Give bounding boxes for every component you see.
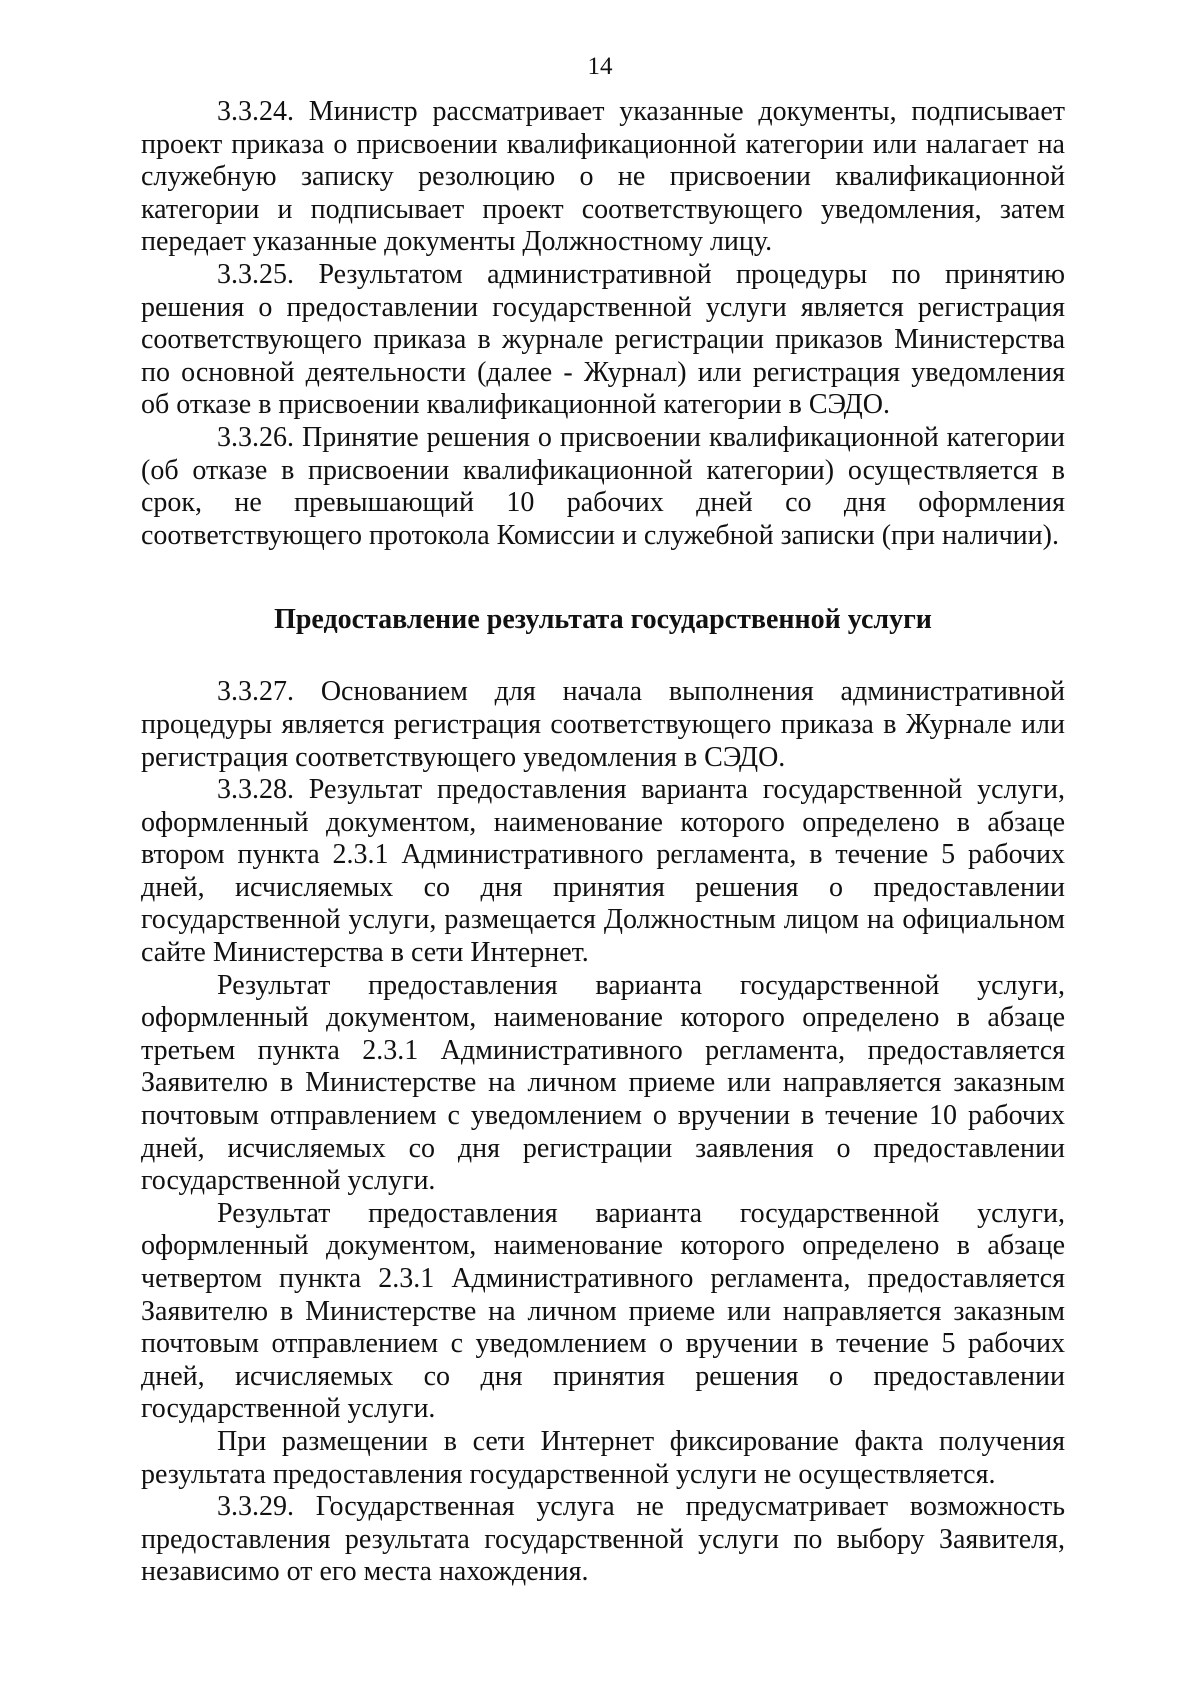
- paragraph-3-3-27: 3.3.27. Основанием для начала выполнения административной процедуры является регистрация соответствующего приказа в Журнале или регистрация соответствующего уведомления в СЭДО.: [141, 676, 1065, 773]
- paragraph-result-third: Результат предоставления варианта государственной услуги, оформленный документом, наименование которого определено в абзаце третьем пункта 2.3.1 Административного регламента, предоставляется Заявителю в Министерстве на личном приеме или направляется заказным почтовым отправлением с уведомлением о вручении в течение 10 рабочих дней, исчисляемых со дня регистрации заявления о предоставлении государственной услуги.: [141, 969, 1065, 1197]
- paragraph-3-3-26: 3.3.26. Принятие решения о присвоении квалификационной категории (об отказе в присвоении квалификационной категории) осуществляется в срок, не превышающий 10 рабочих дней со дня оформления соответствующего протокола Комиссии и служебной записки (при наличии).: [141, 421, 1065, 551]
- paragraph-3-3-24: 3.3.24. Министр рассматривает указанные документы, подписывает проект приказа о присвоении квалификационной категории или налагает на служебную записку резолюцию о не присвоении квалификационной категории и подписывает проект соответствующего уведомления, затем передает указанные документы Должностному лицу.: [141, 96, 1065, 258]
- paragraph-internet-note: При размещении в сети Интернет фиксирование факта получения результата предоставления государственной услуги не осуществляется.: [141, 1425, 1065, 1490]
- paragraph-3-3-28: 3.3.28. Результат предоставления варианта государственной услуги, оформленный документом, наименование которого определено в абзаце втором пункта 2.3.1 Административного регламента, в течение 5 рабочих дней, исчисляемых со дня принятия решения о предоставлении государственной услуги, размещается Должностным лицом на официальном сайте Министерства в сети Интернет.: [141, 774, 1065, 969]
- paragraph-result-fourth: Результат предоставления варианта государственной услуги, оформленный документом, наименование которого определено в абзаце четвертом пункта 2.3.1 Административного регламента, предоставляется Заявителю в Министерстве на личном приеме или направляется заказным почтовым отправлением с уведомлением о вручении в течение 5 рабочих дней, исчисляемых со дня принятия решения о предоставлении государственной услуги.: [141, 1197, 1065, 1425]
- page-number: 14: [587, 53, 613, 80]
- paragraph-3-3-29: 3.3.29. Государственная услуга не предусматривает возможность предоставления результата государственной услуги по выбору Заявителя, независимо от его места нахождения.: [141, 1491, 1065, 1588]
- document-body: [141, 96, 1065, 1589]
- paragraph-3-3-25: 3.3.25. Результатом административной процедуры по принятию решения о предоставлении государственной услуги является регистрация соответствующего приказа в журнале регистрации приказов Министерства по основной деятельности (далее - Журнал) или регистрация уведомления об отказе в присвоении квалификационной категории в СЭДО.: [141, 258, 1065, 421]
- section-heading: Предоставление результата государственной услуги: [274, 604, 932, 636]
